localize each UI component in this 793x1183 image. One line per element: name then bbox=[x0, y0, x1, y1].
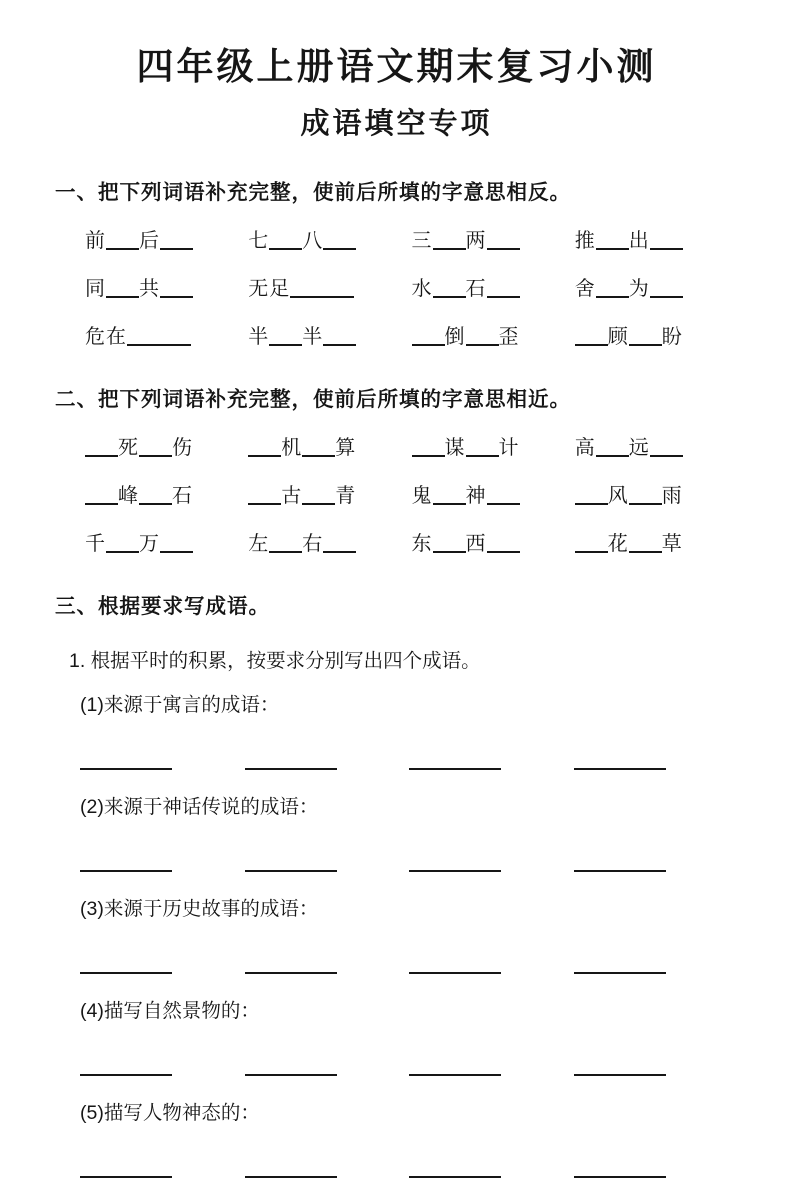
write-prompt: (2)来源于神话传说的成语： bbox=[80, 795, 319, 818]
fill-in-blank bbox=[323, 329, 356, 346]
idiom-cell bbox=[248, 479, 411, 508]
idiom-cell bbox=[85, 320, 248, 349]
write-prompt: (5)描写人物神态的： bbox=[80, 1101, 260, 1124]
fill-in-blank bbox=[139, 440, 172, 457]
idiom-row bbox=[85, 479, 738, 508]
answer-cell bbox=[245, 855, 410, 877]
idiom-text: 高 bbox=[574, 436, 596, 459]
idiom-text: 花 bbox=[607, 532, 629, 555]
idiom-cell bbox=[85, 479, 248, 508]
idiom-text: 草 bbox=[661, 532, 683, 555]
idiom-text: 同 bbox=[85, 277, 106, 300]
idiom-text: 为 bbox=[628, 277, 650, 300]
fill-in-blank bbox=[127, 329, 191, 346]
idiom-text: 七 bbox=[248, 229, 270, 252]
write-instruction: 1. 根据平时的积累，按要求分别写出四个成语。 bbox=[69, 649, 481, 672]
answer-cell bbox=[409, 753, 574, 775]
fill-in-blank bbox=[160, 536, 193, 553]
fill-in-blank bbox=[160, 233, 193, 250]
idiom-text: 计 bbox=[498, 436, 520, 459]
answer-blank-line bbox=[245, 1059, 337, 1076]
idiom-text: 八 bbox=[302, 229, 324, 252]
answer-cell bbox=[80, 855, 245, 877]
fill-in-blank bbox=[575, 329, 608, 346]
fill-in-blank bbox=[139, 488, 172, 505]
answer-blank-line bbox=[80, 855, 172, 872]
idiom-text: 谋 bbox=[444, 436, 466, 459]
answer-cell bbox=[245, 753, 410, 775]
fill-in-blank bbox=[629, 536, 662, 553]
section-heading-write: 三、根据要求写成语。 bbox=[55, 594, 270, 618]
answer-blank-line bbox=[409, 753, 501, 770]
idiom-cell bbox=[412, 479, 575, 508]
fill-in-blank bbox=[433, 536, 466, 553]
idiom-text: 万 bbox=[139, 532, 160, 555]
answer-blank-line bbox=[409, 1161, 501, 1178]
idiom-cell bbox=[85, 431, 248, 460]
idiom-text: 无足 bbox=[248, 277, 291, 300]
write-prompts-container bbox=[55, 689, 738, 1183]
idiom-text: 东 bbox=[411, 532, 433, 555]
fill-in-blank bbox=[650, 281, 683, 298]
answer-blank-line bbox=[574, 753, 666, 770]
idiom-text: 歪 bbox=[498, 325, 520, 348]
idiom-cell bbox=[412, 527, 575, 556]
answer-blank-row bbox=[55, 957, 738, 979]
answer-cell bbox=[409, 957, 574, 979]
answer-blank-line bbox=[245, 753, 337, 770]
fill-in-blank bbox=[487, 233, 520, 250]
idiom-text: 水 bbox=[411, 277, 433, 300]
page-subtitle: 成语填空专项 bbox=[300, 107, 493, 140]
idiom-text: 雨 bbox=[661, 484, 683, 507]
fill-in-blank bbox=[323, 233, 356, 250]
fill-in-blank bbox=[487, 488, 520, 505]
idiom-text: 西 bbox=[465, 532, 487, 555]
answer-blank-line bbox=[574, 855, 666, 872]
fill-in-blank bbox=[85, 488, 118, 505]
idiom-row bbox=[85, 431, 738, 460]
idiom-row bbox=[85, 527, 738, 556]
idiom-text: 顾 bbox=[607, 325, 629, 348]
idiom-row bbox=[85, 272, 738, 301]
idiom-grid-synonym bbox=[55, 431, 738, 556]
answer-blank-line bbox=[245, 1161, 337, 1178]
idiom-text: 盼 bbox=[661, 325, 683, 348]
fill-in-blank bbox=[269, 329, 302, 346]
fill-in-blank bbox=[412, 329, 445, 346]
fill-in-blank bbox=[433, 233, 466, 250]
fill-in-blank bbox=[302, 488, 335, 505]
idiom-cell bbox=[575, 320, 738, 349]
write-prompt: (3)来源于历史故事的成语： bbox=[80, 897, 319, 920]
answer-blank-line bbox=[574, 957, 666, 974]
idiom-cell bbox=[248, 272, 411, 301]
idiom-row bbox=[85, 224, 738, 253]
fill-in-blank bbox=[106, 536, 139, 553]
idiom-text: 半 bbox=[302, 325, 324, 348]
idiom-text: 石 bbox=[465, 277, 487, 300]
answer-blank-row bbox=[55, 1161, 738, 1183]
answer-blank-line bbox=[574, 1059, 666, 1076]
idiom-cell bbox=[575, 479, 738, 508]
answer-cell bbox=[80, 1059, 245, 1081]
idiom-text: 前 bbox=[85, 229, 106, 252]
answer-blank-row bbox=[55, 855, 738, 877]
section-synonym-fill bbox=[55, 382, 738, 556]
idiom-cell bbox=[575, 527, 738, 556]
fill-in-blank bbox=[269, 536, 302, 553]
answer-blank-row bbox=[55, 1059, 738, 1081]
answer-blank-line bbox=[409, 855, 501, 872]
idiom-text: 舍 bbox=[574, 277, 596, 300]
fill-in-blank bbox=[302, 440, 335, 457]
idiom-row bbox=[85, 320, 738, 349]
idiom-cell bbox=[248, 431, 411, 460]
idiom-text: 半 bbox=[248, 325, 270, 348]
fill-in-blank bbox=[650, 233, 683, 250]
idiom-text: 死 bbox=[118, 436, 139, 459]
idiom-cell bbox=[412, 431, 575, 460]
answer-blank-line bbox=[574, 1161, 666, 1178]
idiom-text: 出 bbox=[628, 229, 650, 252]
idiom-text: 青 bbox=[335, 484, 357, 507]
idiom-text: 机 bbox=[281, 436, 303, 459]
idiom-text: 远 bbox=[628, 436, 650, 459]
idiom-cell bbox=[412, 272, 575, 301]
answer-cell bbox=[245, 957, 410, 979]
answer-cell bbox=[574, 957, 739, 979]
idiom-cell bbox=[248, 224, 411, 253]
idiom-cell bbox=[248, 527, 411, 556]
fill-in-blank bbox=[290, 281, 354, 298]
idiom-cell bbox=[85, 224, 248, 253]
idiom-text: 三 bbox=[411, 229, 433, 252]
fill-in-blank bbox=[106, 281, 139, 298]
idiom-text: 风 bbox=[607, 484, 629, 507]
answer-blank-line bbox=[409, 1059, 501, 1076]
answer-blank-line bbox=[80, 957, 172, 974]
write-prompt: (1)来源于寓言的成语： bbox=[80, 693, 280, 716]
answer-cell bbox=[80, 753, 245, 775]
idiom-text: 后 bbox=[139, 229, 160, 252]
fill-in-blank bbox=[433, 488, 466, 505]
answer-cell bbox=[80, 957, 245, 979]
idiom-cell bbox=[85, 527, 248, 556]
fill-in-blank bbox=[596, 233, 629, 250]
section-heading-synonym: 二、把下列词语补充完整，使前后所填的字意思相近。 bbox=[55, 387, 571, 411]
fill-in-blank bbox=[596, 440, 629, 457]
idiom-text: 伤 bbox=[172, 436, 193, 459]
fill-in-blank bbox=[160, 281, 193, 298]
fill-in-blank bbox=[466, 440, 499, 457]
fill-in-blank bbox=[433, 281, 466, 298]
section-write-idioms bbox=[55, 589, 738, 1183]
idiom-cell bbox=[412, 224, 575, 253]
fill-in-blank bbox=[85, 440, 118, 457]
fill-in-blank bbox=[323, 536, 356, 553]
idiom-text: 倒 bbox=[444, 325, 466, 348]
idiom-text: 共 bbox=[139, 277, 160, 300]
idiom-text: 算 bbox=[335, 436, 357, 459]
idiom-text: 右 bbox=[302, 532, 324, 555]
idiom-cell bbox=[575, 431, 738, 460]
idiom-text: 推 bbox=[574, 229, 596, 252]
idiom-text: 神 bbox=[465, 484, 487, 507]
write-prompt: (4)描写自然景物的： bbox=[80, 999, 260, 1022]
fill-in-blank bbox=[248, 440, 281, 457]
idiom-grid-antonym bbox=[55, 224, 738, 349]
fill-in-blank bbox=[487, 536, 520, 553]
fill-in-blank bbox=[596, 281, 629, 298]
fill-in-blank bbox=[106, 233, 139, 250]
fill-in-blank bbox=[269, 233, 302, 250]
idiom-text: 古 bbox=[281, 484, 303, 507]
answer-cell bbox=[574, 1059, 739, 1081]
idiom-text: 两 bbox=[465, 229, 487, 252]
fill-in-blank bbox=[412, 440, 445, 457]
idiom-cell bbox=[575, 272, 738, 301]
answer-cell bbox=[245, 1161, 410, 1183]
fill-in-blank bbox=[650, 440, 683, 457]
fill-in-blank bbox=[629, 488, 662, 505]
answer-cell bbox=[409, 1059, 574, 1081]
page-title: 四年级上册语文期末复习小测 bbox=[136, 46, 657, 87]
fill-in-blank bbox=[575, 488, 608, 505]
answer-cell bbox=[574, 855, 739, 877]
answer-blank-line bbox=[80, 1059, 172, 1076]
answer-blank-line bbox=[80, 1161, 172, 1178]
idiom-text: 千 bbox=[85, 532, 106, 555]
fill-in-blank bbox=[487, 281, 520, 298]
idiom-text: 危在 bbox=[85, 325, 127, 348]
idiom-text: 鬼 bbox=[411, 484, 433, 507]
section-heading-antonym: 一、把下列词语补充完整，使前后所填的字意思相反。 bbox=[55, 180, 571, 204]
idiom-cell bbox=[85, 272, 248, 301]
answer-blank-line bbox=[245, 855, 337, 872]
answer-cell bbox=[574, 753, 739, 775]
idiom-text: 峰 bbox=[118, 484, 139, 507]
idiom-text: 石 bbox=[172, 484, 193, 507]
section-antonym-fill bbox=[55, 175, 738, 349]
answer-cell bbox=[80, 1161, 245, 1183]
idiom-cell bbox=[412, 320, 575, 349]
idiom-cell bbox=[248, 320, 411, 349]
answer-blank-line bbox=[409, 957, 501, 974]
answer-cell bbox=[409, 1161, 574, 1183]
idiom-cell bbox=[575, 224, 738, 253]
fill-in-blank bbox=[466, 329, 499, 346]
answer-cell bbox=[245, 1059, 410, 1081]
fill-in-blank bbox=[629, 329, 662, 346]
answer-cell bbox=[574, 1161, 739, 1183]
fill-in-blank bbox=[248, 488, 281, 505]
idiom-text: 左 bbox=[248, 532, 270, 555]
answer-blank-line bbox=[245, 957, 337, 974]
answer-blank-line bbox=[80, 753, 172, 770]
answer-blank-row bbox=[55, 753, 738, 775]
fill-in-blank bbox=[575, 536, 608, 553]
answer-cell bbox=[409, 855, 574, 877]
